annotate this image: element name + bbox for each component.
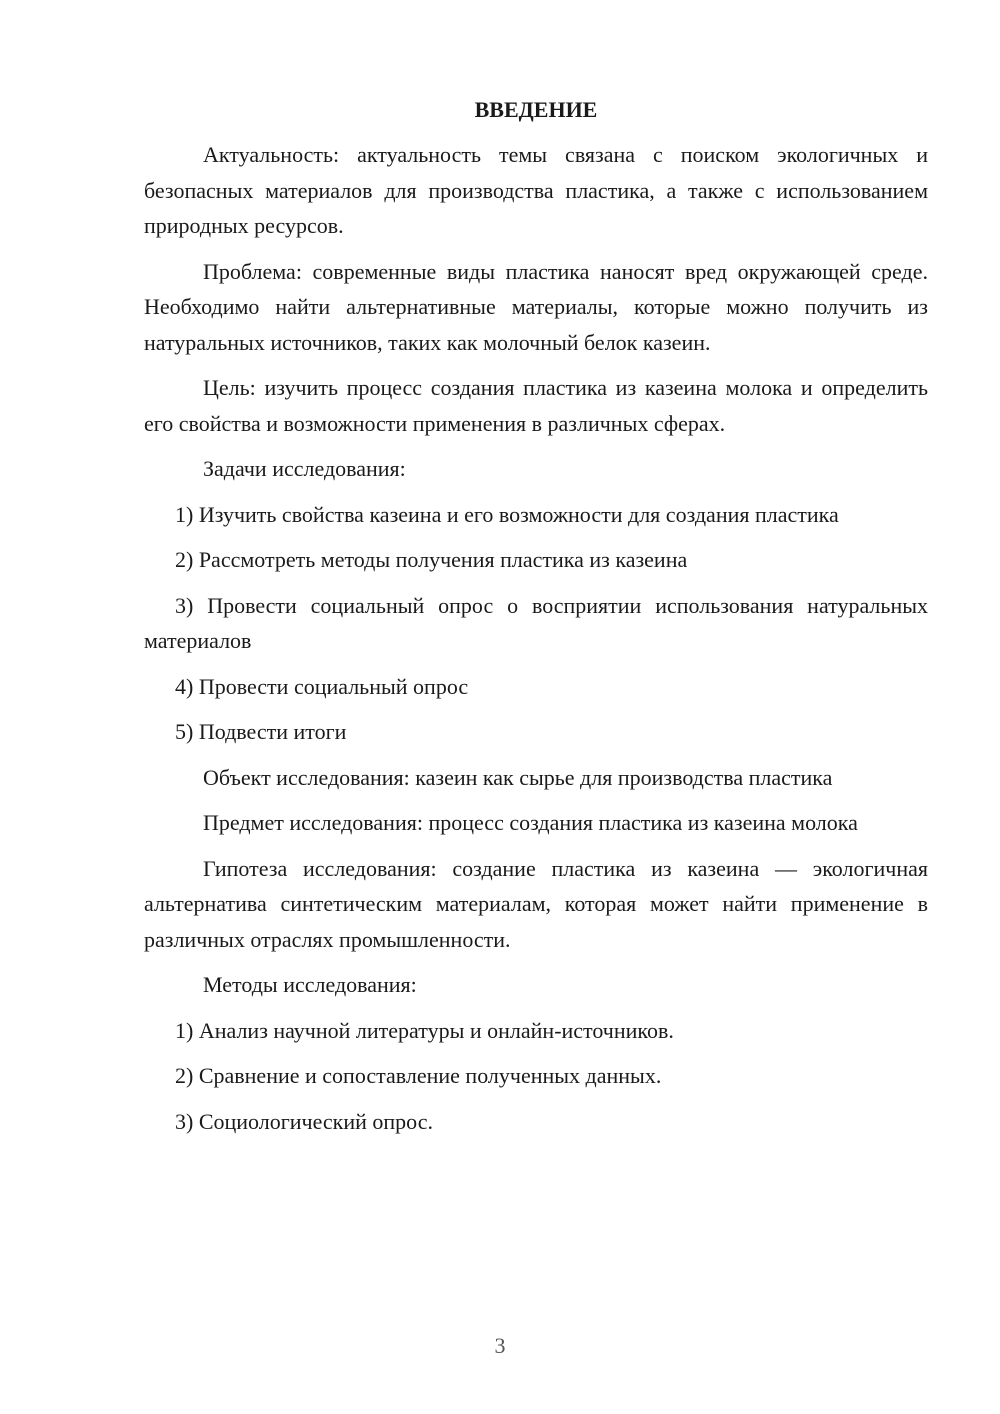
paragraph-object: Объект исследования: казеин как сырье для производства пластика — [203, 764, 833, 790]
paragraph-goal: Цель: изучить процесс создания пластика из казеина молока и определить его свойства и возможности применения в различных сферах. — [144, 375, 928, 436]
task-item-3: 3) Провести социальный опрос о восприятии использования натуральных материалов — [144, 592, 928, 653]
method-item-2: 2) Сравнение и сопоставление полученных данных. — [175, 1063, 662, 1088]
paragraph-subject: Предмет исследования: процесс создания пластика из казеина молока — [203, 810, 858, 835]
task-item-4: 4) Провести социальный опрос — [175, 673, 469, 699]
section-title: ВВЕДЕНИЕ — [474, 97, 598, 122]
paragraph-problem: Проблема: современные виды пластика наносят вред окружающей среде. Необходимо найти альтернативные материалы, которые можно получить из натуральных источников, таких как молочный белок казеин. — [144, 258, 928, 355]
task-item-5: 5) Подвести итоги — [175, 719, 347, 744]
task-item-1: 1) Изучить свойства казеина и его возможности для создания пластика — [175, 501, 839, 527]
methods-heading: Методы исследования: — [203, 972, 417, 997]
paragraph-hypothesis: Гипотеза исследования: создание пластика из казеина — экологичная альтернатива синтетическим материалам, которая может найти применение в различных отраслях промышленности. — [144, 855, 928, 952]
paragraph-relevance: Актуальность: актуальность темы связана с поиском экологичных и безопасных материалов для производства пластика, а также с использованием природных ресурсов. — [144, 142, 928, 238]
page-number: 3 — [494, 1333, 506, 1358]
method-item-3: 3) Социологический опрос. — [175, 1108, 433, 1134]
page-content — [144, 95, 928, 1149]
method-item-1: 1) Анализ научной литературы и онлайн-источников. — [175, 1017, 674, 1043]
task-item-2: 2) Рассмотреть методы получения пластика из казеина — [175, 547, 688, 572]
tasks-heading: Задачи исследования: — [203, 456, 406, 481]
